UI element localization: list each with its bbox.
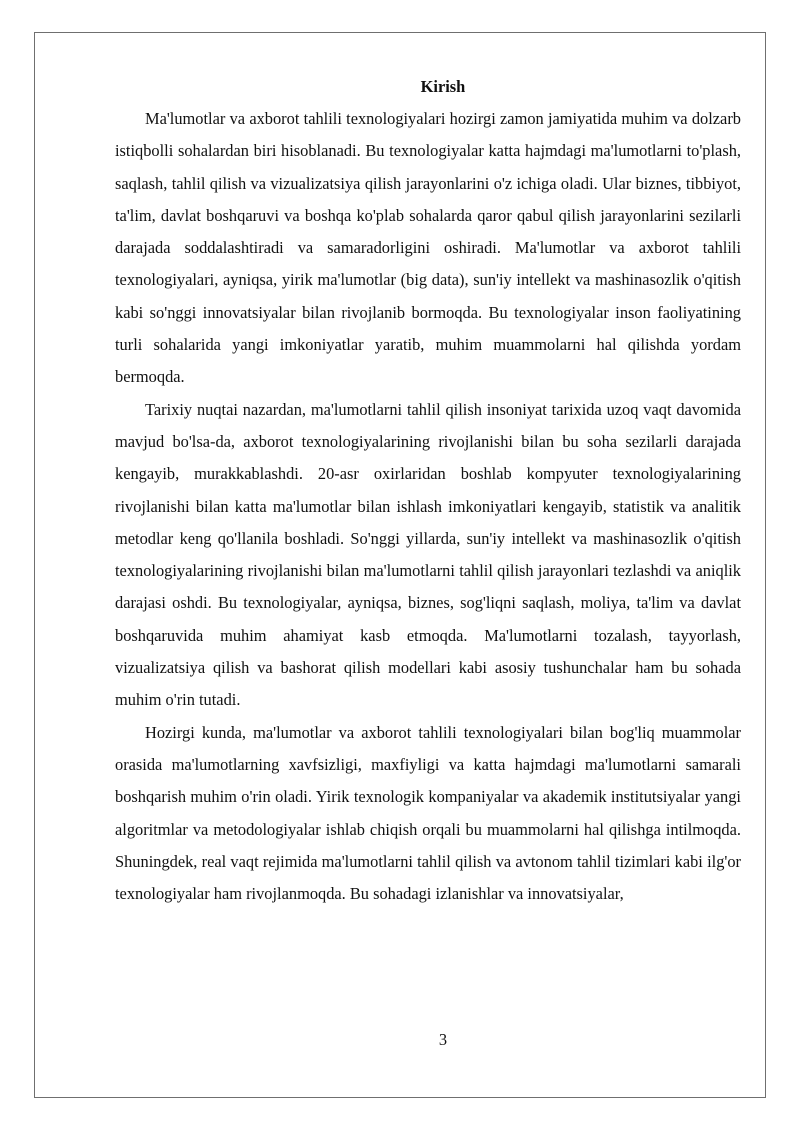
document-body [115, 70, 741, 910]
paragraph-2: Tarixiy nuqtai nazardan, ma'lumotlarni tahlil qilish insoniyat tarixida uzoq vaqt davomida mavjud bo'lsa-da, axborot texnologiyalarining rivojlanishi bilan bu soha sezilarli darajada kengayib, murakkablashdi. 20-asr oxirlaridan boshlab kompyuter texnologiyalarining rivojlanishi bilan katta ma'lumotlar bilan ishlash imkoniyatlari kengayib, statistik va analitik metodlar keng qo'llanila boshladi. So'nggi yillarda, sun'iy intellekt va mashinasozlik o'qitish texnologiyalarining rivojlanishi bilan ma'lumotlarni tahlil qilish jarayonlari tezlashdi va aniqlik darajasi oshdi. Bu texnologiyalar, ayniqsa, biznes, sog'liqni saqlash, moliya, ta'lim va davlat boshqaruvida muhim ahamiyat kasb etmoqda. Ma'lumotlarni tozalash, tayyorlash, vizualizatsiya qilish va bashorat qilish modellari kabi asosiy tushunchalar ham bu sohada muhim o'rin tutadi. [115, 399, 741, 710]
paragraph-3: Hozirgi kunda, ma'lumotlar va axborot tahlili texnologiyalari bilan bog'liq muammolar orasida ma'lumotlarning xavfsizligi, maxfiyligi va katta hajmdagi ma'lumotlarni samarali boshqarish muhim o'rin oladi. Yirik texnologik kompaniyalar va akademik institutsiyalar yangi algoritmlar va metodologiyalar ishlab chiqish orqali bu muammolarni hal qilishga intilmoqda. Shuningdek, real vaqt rejimida ma'lumotlarni tahlil qilish va avtonom tahlil tizimlari kabi ilg'or texnologiyalar ham rivojlanmoqda. Bu sohadagi izlanishlar va innovatsiyalar, [115, 722, 741, 904]
section-title: Kirish [420, 77, 466, 96]
page-number: 3 [438, 1030, 448, 1049]
paragraph-1: Ma'lumotlar va axborot tahlili texnologiyalari hozirgi zamon jamiyatida muhim va dolzarb istiqbolli sohalardan biri hisoblanadi. Bu texnologiyalar katta hajmdagi ma'lumotlarni to'plash, saqlash, tahlil qilish va vizualizatsiya qilish jarayonlarini o'z ichiga oladi. Ular biznes, tibbiyot, ta'lim, davlat boshqaruvi va boshqa ko'plab sohalarda qaror qabul qilish jarayonlarini sezilarli darajada soddalashtiradi va samaradorligini oshiradi. Ma'lumotlar va axborot tahlili texnologiyalari, ayniqsa, yirik ma'lumotlar (big data), sun'iy intellekt va mashinasozlik o'qitish kabi so'nggi innovatsiyalar bilan rivojlanib bormoqda. Bu texnologiyalar inson faoliyatining turli sohalarida yangi imkoniyatlar yaratib, muhim muammolarni hal qilishda yordam bermoqda. [115, 109, 741, 387]
